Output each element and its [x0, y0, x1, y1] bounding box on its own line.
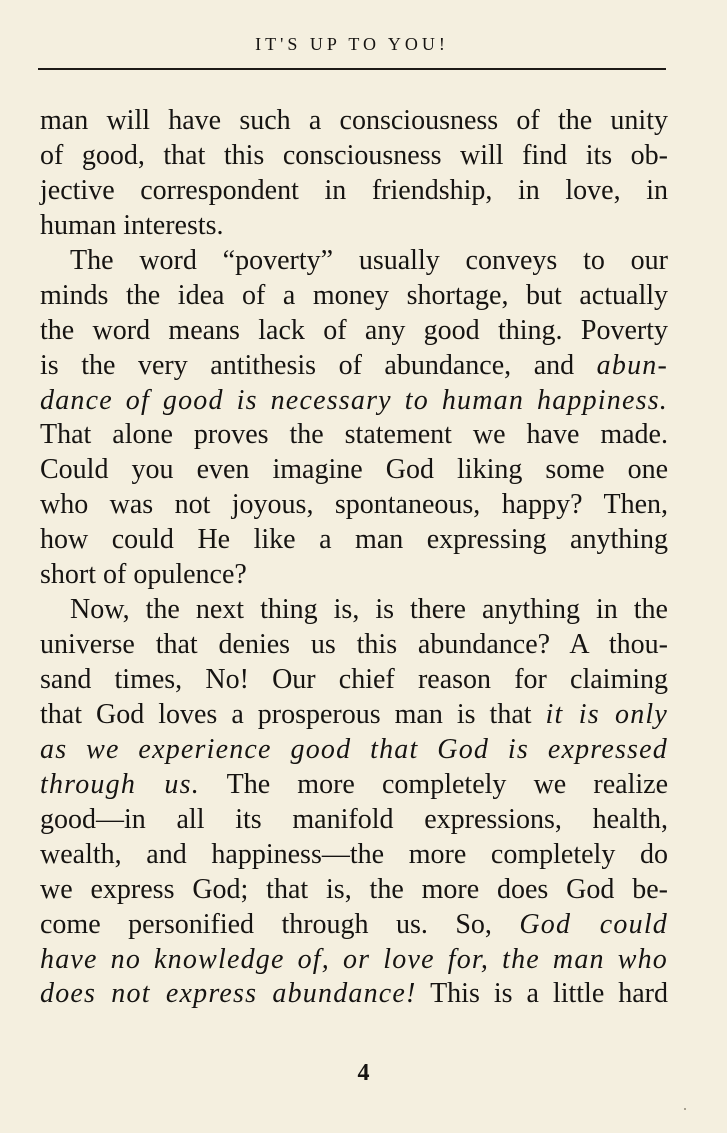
italic-emphasis: abun- [596, 349, 668, 381]
text-line: man will have such a consciousness of the unity [40, 105, 668, 136]
text-line: good—in all its manifold expressions, health, [40, 803, 668, 835]
text-line: come personified through us. So, God could [40, 908, 669, 940]
page-number: 4 [357, 1060, 370, 1086]
text-line: we express God; that is, the more does God be- [40, 873, 668, 905]
text-line: is the very antithesis of abundance, and abun- [40, 349, 668, 381]
text-line: human interests. [40, 209, 224, 241]
body-text [40, 104, 668, 1012]
text-line: jective correspondent in friendship, in love, in [40, 174, 668, 206]
text-line: of good, that this consciousness will find its ob- [40, 139, 668, 171]
italic-emphasis: it is only [545, 698, 669, 730]
text-line: how could He like a man expressing anything [40, 524, 668, 556]
text-line: Could you even imagine God liking some one [40, 454, 668, 486]
paragraph-start-line: Now, the next thing is, is there anything in the [70, 594, 668, 626]
text-line: universe that denies us this abundance? A thou- [40, 629, 668, 661]
italic-emphasis: through us. [40, 768, 200, 800]
text-line: short of opulence? [40, 559, 247, 591]
paper-speck [684, 1108, 686, 1110]
italic-line: have no knowledge of, or love for, the man who [40, 943, 668, 975]
text-line: through us. The more completely we realize [40, 768, 668, 800]
text-line: the word means lack of any good thing. Poverty [40, 314, 668, 346]
text-line: does not express abundance! This is a little hard [40, 978, 668, 1010]
text-line: sand times, No! Our chief reason for claiming [40, 664, 668, 695]
header-rule [38, 68, 666, 70]
running-head: IT'S UP TO YOU! [255, 34, 449, 54]
text-line: who was not joyous, spontaneous, happy? Then, [40, 489, 668, 521]
text-line: minds the idea of a money shortage, but actually [40, 279, 668, 311]
text-line: That alone proves the statement we have made. [40, 419, 668, 451]
paragraph-start-line: The word “poverty” usually conveys to our [70, 244, 668, 276]
italic-emphasis: does not express abundance! [40, 978, 417, 1010]
text-line: wealth, and happiness—the more completely do [40, 838, 668, 870]
italic-line: dance of good is necessary to human happiness. [40, 384, 668, 416]
text-line: that God loves a prosperous man is that it is only [40, 698, 669, 730]
italic-line: as we experience good that God is expressed [40, 733, 668, 765]
italic-emphasis: God could [519, 908, 669, 940]
